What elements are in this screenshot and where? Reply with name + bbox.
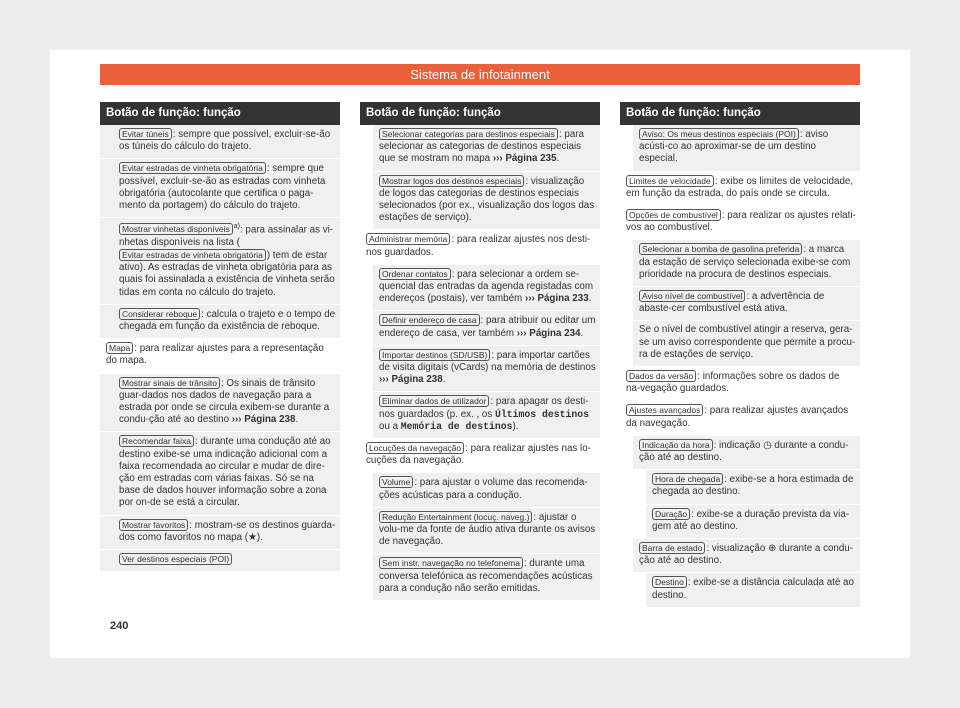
section-header: Sistema de infotainment xyxy=(100,64,860,85)
function-button-label: Importar destinos (SD/USB) xyxy=(379,349,490,361)
entry-evitar-estradas-vinheta: Evitar estradas de vinheta obrigatória : sempre que possível, excluir-se-ão as estradas com vinheta obrigatória (autocolante que certifica o paga-mento da portagem) do cálculo do trajeto. xyxy=(100,159,340,218)
function-button-label: Limites de velocidade xyxy=(626,175,714,187)
function-button-label: Mostrar logos dos destinos especiais xyxy=(379,175,524,187)
column-heading: Botão de função: função xyxy=(360,102,600,125)
entry-sem-instr-navegacao: Sem instr. navegação no telefonema : durante uma conversa telefónica as recomendações acústicas para a condução não serão emitidas. xyxy=(373,554,600,601)
function-button-label: Indicação da hora xyxy=(639,439,713,451)
entry-volume: Volume : para ajustar o volume das recomenda-ções acústicas para a condução. xyxy=(373,473,600,507)
column-1 xyxy=(100,102,340,572)
function-button-label: Ordenar contatos xyxy=(379,268,451,280)
function-button-label: Mapa xyxy=(106,342,133,354)
function-button-label: Mostrar sinais de trânsito xyxy=(119,377,220,389)
page-reference: ››› Página 234 xyxy=(516,327,581,339)
page-reference: ››› Página 238 xyxy=(379,374,443,386)
function-button-label: Ver destinos especiais (POI) xyxy=(119,553,232,565)
function-button-label: Dados da versão xyxy=(626,370,696,382)
entry-considerar-reboque: Considerar reboque : calcula o trajeto e o tempo de chegada em função da existência de reboque. xyxy=(100,305,340,339)
entry-importar-destinos: Importar destinos (SD/USB) : para importar cartões de visita digitais (vCards) na memória de destinos ››› Página 238. xyxy=(373,346,600,393)
function-button-label: Recomendar faixa xyxy=(119,435,194,447)
function-button-label: Redução Entertainment (locuç. naveg.) xyxy=(379,511,532,523)
function-button-label: Evitar estradas de vinheta obrigatória xyxy=(119,249,266,261)
entry-ordenar-contatos: Ordenar contatos : para selecionar a ordem se-quencial das entradas da agenda registadas com endereços (postais), ver também ››› Página 233. xyxy=(373,265,600,312)
entry-opcoes-combustivel: Opções de combustível : para realizar os ajustes relati-vos ao combustível. xyxy=(620,206,860,240)
page-reference: ››› Página 233 xyxy=(524,293,589,305)
entry-selecionar-categorias: Selecionar categorias para destinos especiais : para selecionar as categorias de destinos especiais que se mostram no mapa ››› Página 235. xyxy=(373,125,600,172)
entry-barra-estado: Barra de estado : visualização ⊕ durante a condu-ção até ao destino. xyxy=(633,539,860,573)
entry-mostrar-favoritos: Mostrar favoritos : mostram-se os destinos guarda-dos como favoritos no mapa (★). xyxy=(100,516,340,550)
function-button-label: Definir endereço de casa xyxy=(379,314,480,326)
column-3 xyxy=(620,102,860,608)
entry-administrar-memoria: Administrar memória : para realizar ajustes nos desti-nos guardados. xyxy=(360,230,600,264)
page-reference: ››› Página 235 xyxy=(492,153,557,165)
entry-aviso-destinos-especiais: Aviso: Os meus destinos especiais (POI) : aviso acústi-co ao aproximar-se de um destino especial. xyxy=(633,125,860,172)
entry-destino: Destino : exibe-se a distância calculada até ao destino. xyxy=(646,573,860,607)
function-button-label: Volume xyxy=(379,476,413,488)
function-button-label: Mostrar favoritos xyxy=(119,519,188,531)
entry-indicacao-hora: Indicação da hora : indicação ◷ durante a condu-ção até ao destino. xyxy=(633,436,860,470)
entry-reducao-entertainment: Redução Entertainment (locuç. naveg.) : ajustar o volu-me da fonte de áudio ativa durante os avisos de navegação. xyxy=(373,508,600,555)
function-button-label: Locuções da navegação xyxy=(366,442,464,454)
entry-locucoes-navegacao: Locuções da navegação : para realizar ajustes nas lo-cuções da navegação. xyxy=(360,439,600,473)
function-button-label: Barra de estado xyxy=(639,542,705,554)
entry-mostrar-logos: Mostrar logos dos destinos especiais : visualização de logos das categorias de destinos especiais selecionados (por ex., visualização dos logos das estações de serviço). xyxy=(373,172,600,231)
entry-mostrar-vinhetas: Mostrar vinhetas disponíveis $^{a)}$: para assinalar as vi-nhetas disponíveis na lista (Evitar estradas de vinheta obrigatória ) tem de estar ativo). As estradas de vinheta obrigatória para as quais foi assinalada a existência de vinheta serão tidas em conta no cálculo do trajeto. xyxy=(100,218,340,304)
function-button-label: Eliminar dados de utilizador xyxy=(379,395,489,407)
function-button-label: Evitar túneis xyxy=(119,128,172,140)
entry-nivel-reserva-note: Se o nível de combustível atingir a reserva, gera-se um aviso correspondente que permite a procu-ra de estações de serviço. xyxy=(633,321,860,367)
column-2 xyxy=(360,102,600,601)
function-button-label: Duração xyxy=(652,508,690,520)
function-button-label: Hora de chegada xyxy=(652,473,723,485)
function-button-label: Selecionar a bomba de gasolina preferida xyxy=(639,243,802,255)
page-number: 240 xyxy=(110,620,129,632)
function-button-label: Administrar memória xyxy=(366,233,450,245)
page-reference: ››› Página 238 xyxy=(231,414,296,426)
entry-eliminar-dados: Eliminar dados de utilizador : para apagar os desti-nos guardados (p. ex. , os Últimos destinos ou a Memória de destinos). xyxy=(373,392,600,439)
entry-ajustes-avancados: Ajustes avançados : para realizar ajustes avançados da navegação. xyxy=(620,401,860,435)
function-button-label: Aviso nível de combustível xyxy=(639,290,745,302)
function-button-label: Destino xyxy=(652,576,687,588)
entry-evitar-tuneis: Evitar túneis : sempre que possível, excluir-se-ão os túneis do cálculo do trajeto. xyxy=(100,125,340,159)
function-button-label: Selecionar categorias para destinos especiais xyxy=(379,128,558,140)
entry-hora-chegada: Hora de chegada : exibe-se a hora estimada de chegada ao destino. xyxy=(646,470,860,504)
function-button-label: Ajustes avançados xyxy=(626,404,703,416)
entry-definir-endereco: Definir endereço de casa : para atribuir ou editar um endereço de casa, ver também ››› Página 234. xyxy=(373,311,600,345)
column-heading: Botão de função: função xyxy=(620,102,860,125)
function-button-label: Aviso: Os meus destinos especiais (POI) xyxy=(639,128,799,140)
entry-ver-destinos-especiais xyxy=(100,550,340,572)
function-button-label: Opções de combustível xyxy=(626,209,721,221)
entry-mapa: Mapa : para realizar ajustes para a representação do mapa. xyxy=(100,339,340,373)
function-button-label: Mostrar vinhetas disponíveis xyxy=(119,223,233,235)
entry-duracao: Duração : exibe-se a duração prevista da via-gem até ao destino. xyxy=(646,505,860,539)
function-button-label: Considerar reboque xyxy=(119,308,200,320)
function-button-label: Evitar estradas de vinheta obrigatória xyxy=(119,162,266,174)
manual-page xyxy=(50,50,910,658)
column-heading: Botão de função: função xyxy=(100,102,340,125)
entry-recomendar-faixa: Recomendar faixa : durante uma condução até ao destino exibe-se uma indicação adicional com a faixa recomendada ao circular e mudar de dire-ção em estradas com várias faixas. Só se na base de dados houver informação sobre a zona por on-de se está a circular. xyxy=(100,432,340,515)
entry-mostrar-sinais: Mostrar sinais de trânsito : Os sinais de trânsito guar-dados nos dados de navegação para a estrada por onde se circula exibem-se durante a condu-ção até ao destino ››› Página 238. xyxy=(100,374,340,433)
entry-dados-versao: Dados da versão : informações sobre os dados de na-vegação guardados. xyxy=(620,367,860,401)
function-button-label: Sem instr. navegação no telefonema xyxy=(379,557,523,569)
entry-selecionar-bomba: Selecionar a bomba de gasolina preferida : a marca da estação de serviço selecionada exibe-se com prioridade na procura de destinos especiais. xyxy=(633,240,860,287)
entry-aviso-nivel-combustivel: Aviso nível de combustível : a advertência de abaste-cer combustível está ativa. xyxy=(633,287,860,321)
entry-limites-velocidade: Limites de velocidade : exibe os limites de velocidade, em função da estrada, do país onde se circula. xyxy=(620,172,860,206)
